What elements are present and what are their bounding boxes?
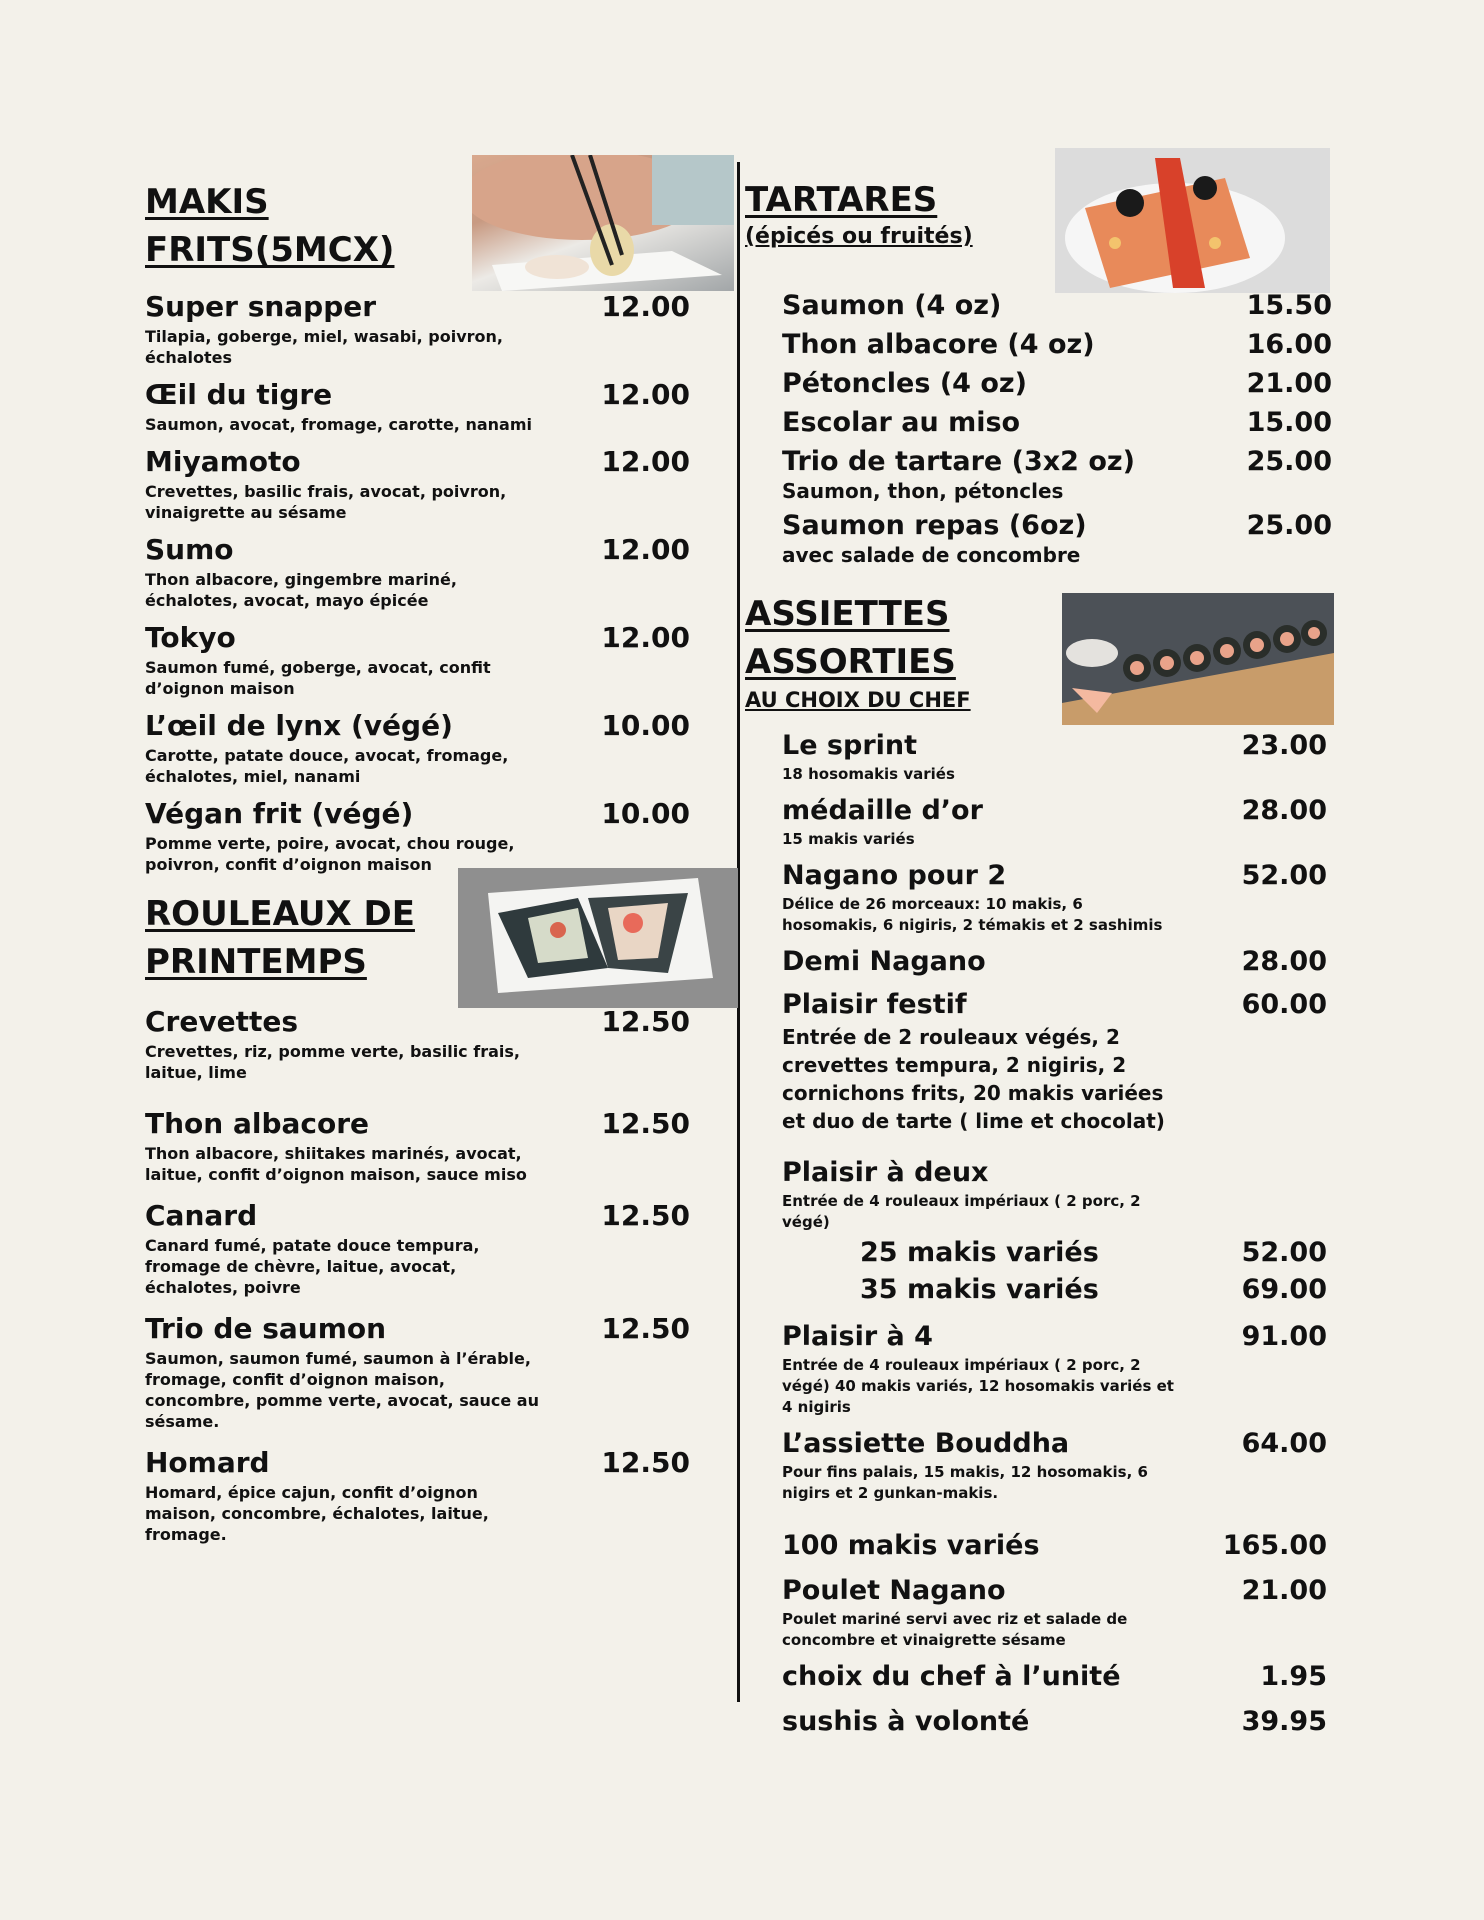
menu-item-name: Crevettes xyxy=(145,1005,299,1038)
menu-item-price: 23.00 xyxy=(1241,730,1327,761)
menu-item-description: Saumon, avocat, fromage, carotte, nanami xyxy=(145,415,532,434)
assiettes-menu-item xyxy=(782,1530,1327,1561)
menu-item-description: Délice de 26 morceaux: 10 makis, 6 hosomakis, 6 nigiris, 2 témakis et 2 sashimis xyxy=(782,895,1163,934)
menu-item-row xyxy=(145,290,690,323)
menu-item-row xyxy=(145,1005,690,1038)
rouleaux-menu-item xyxy=(145,1005,690,1083)
menu-item-row xyxy=(782,290,1332,321)
assiettes-menu-item xyxy=(782,1661,1327,1692)
menu-item-name: Plaisir à 4 xyxy=(782,1321,933,1352)
assiettes-menu-item xyxy=(782,1706,1327,1737)
menu-item-price: 28.00 xyxy=(1241,795,1327,826)
assiettes-menu-item xyxy=(782,1321,1327,1418)
menu-item-name: Homard xyxy=(145,1446,270,1479)
menu-item-price: 12.00 xyxy=(601,378,690,411)
menu-item-name: Miyamoto xyxy=(145,445,301,478)
spring-roll-photo xyxy=(458,868,738,1008)
tartare-photo xyxy=(1055,148,1330,293)
assiettes-menu-item xyxy=(782,860,1327,936)
menu-item-price: 91.00 xyxy=(1241,1321,1327,1352)
menu-item-row xyxy=(782,1274,1327,1305)
menu-item-price: 28.00 xyxy=(1241,946,1327,977)
menu-item-name: Sumo xyxy=(145,533,234,566)
menu-item-name: Canard xyxy=(145,1199,258,1232)
makis-menu-item xyxy=(145,378,690,435)
menu-item-row xyxy=(782,1706,1327,1737)
rouleaux-menu-item xyxy=(145,1312,690,1432)
menu-item-row xyxy=(145,709,690,742)
menu-item-name: Le sprint xyxy=(782,730,918,761)
menu-item-price: 52.00 xyxy=(1241,1237,1327,1268)
assiettes-menu-item xyxy=(782,1575,1327,1651)
menu-item-name: 25 makis variés xyxy=(860,1237,1099,1268)
menu-item-description: Saumon, thon, pétoncles xyxy=(782,479,1064,503)
makis-menu-item xyxy=(145,709,690,787)
assiettes-menu-item xyxy=(782,795,1327,850)
menu-item-price: 12.50 xyxy=(601,1446,690,1479)
menu-item-name: L’assiette Bouddha xyxy=(782,1428,1070,1459)
tartares-menu-item xyxy=(782,329,1332,360)
menu-item-row xyxy=(782,946,1327,977)
menu-item-row xyxy=(145,1199,690,1232)
menu-item-name: Végan frit (végé) xyxy=(145,797,414,830)
menu-item-price: 15.50 xyxy=(1246,290,1332,321)
menu-item-row xyxy=(782,1530,1327,1561)
tartares-menu-item xyxy=(782,407,1332,438)
menu-item-description: Entrée de 2 rouleaux végés, 2 crevettes tempura, 2 nigiris, 2 cornichons frits, 20 makis variées et duo de tarte ( lime et chocolat) xyxy=(782,1025,1165,1133)
menu-item-row xyxy=(145,1312,690,1345)
menu-item-row xyxy=(782,368,1332,399)
menu-item-row xyxy=(145,797,690,830)
tartares-section-title xyxy=(745,178,973,252)
tartares-title: TARTARES xyxy=(745,180,938,220)
menu-item-row xyxy=(782,1157,1327,1188)
makis-menu-item xyxy=(145,621,690,699)
menu-item-name: Pétoncles (4 oz) xyxy=(782,368,1027,399)
tartares-menu-item xyxy=(782,368,1332,399)
chopsticks-maki-photo xyxy=(472,155,734,291)
assiettes-menu-item xyxy=(782,1237,1327,1268)
assiettes-title-line1: ASSIETTES xyxy=(745,594,950,634)
menu-item-name: Œil du tigre xyxy=(145,378,333,411)
assiettes-subtitle: AU CHOIX DU CHEF xyxy=(745,688,971,712)
menu-item-name: Poulet Nagano xyxy=(782,1575,1006,1606)
menu-item-price: 12.50 xyxy=(601,1312,690,1345)
menu-item-name: sushis à volonté xyxy=(782,1706,1030,1737)
menu-item-description: Homard, épice cajun, confit d’oignon maison, concombre, échalotes, laitue, fromage. xyxy=(145,1483,489,1544)
menu-item-name: 35 makis variés xyxy=(860,1274,1099,1305)
menu-item-price: 21.00 xyxy=(1241,1575,1327,1606)
rouleaux-section-title xyxy=(145,890,415,986)
menu-item-description: Pour fins palais, 15 makis, 12 hosomakis, 6 nigirs et 2 gunkan-makis. xyxy=(782,1463,1148,1502)
assiettes-menu-item xyxy=(782,989,1327,1135)
menu-item-description: Crevettes, riz, pomme verte, basilic frais, laitue, lime xyxy=(145,1042,520,1082)
menu-item-row xyxy=(145,378,690,411)
menu-item-name: Saumon (4 oz) xyxy=(782,290,1002,321)
menu-item-price: 52.00 xyxy=(1241,860,1327,891)
assiettes-menu-item xyxy=(782,730,1327,785)
menu-item-price: 12.00 xyxy=(601,621,690,654)
menu-item-row xyxy=(145,621,690,654)
makis-title-line2: FRITS(5MCX) xyxy=(145,230,395,270)
menu-item-description: Saumon fumé, goberge, avocat, confit d’oignon maison xyxy=(145,658,491,698)
menu-item-name: Escolar au miso xyxy=(782,407,1021,438)
menu-item-row xyxy=(782,1428,1327,1459)
menu-item-row xyxy=(145,1446,690,1479)
menu-item-description: avec salade de concombre xyxy=(782,543,1081,567)
menu-item-description: 15 makis variés xyxy=(782,830,915,848)
makis-section-title xyxy=(145,178,394,274)
assiettes-list xyxy=(782,730,1327,1747)
makis-list xyxy=(145,290,690,885)
menu-item-price: 1.95 xyxy=(1260,1661,1327,1692)
tartares-menu-item xyxy=(782,290,1332,321)
tartares-list xyxy=(782,290,1332,574)
menu-item-price: 12.00 xyxy=(601,533,690,566)
menu-item-price: 16.00 xyxy=(1246,329,1332,360)
menu-item-price: 12.00 xyxy=(601,290,690,323)
menu-item-name: Saumon repas (6oz) xyxy=(782,510,1087,541)
menu-item-price: 12.50 xyxy=(601,1005,690,1038)
makis-menu-item xyxy=(145,533,690,611)
menu-item-name: Nagano pour 2 xyxy=(782,860,1007,891)
menu-item-price: 25.00 xyxy=(1246,510,1332,541)
menu-item-price: 64.00 xyxy=(1241,1428,1327,1459)
rouleaux-title-line1: ROULEAUX DE xyxy=(145,894,415,934)
menu-item-row xyxy=(145,445,690,478)
menu-item-price: 10.00 xyxy=(601,797,690,830)
menu-item-row xyxy=(782,1661,1327,1692)
makis-menu-item xyxy=(145,290,690,368)
menu-item-name: médaille d’or xyxy=(782,795,983,826)
assiettes-menu-item xyxy=(782,1157,1327,1233)
menu-item-name: Thon albacore xyxy=(145,1107,370,1140)
makis-menu-item xyxy=(145,445,690,523)
tartares-menu-item xyxy=(782,446,1332,502)
menu-item-row xyxy=(782,1237,1327,1268)
menu-item-row xyxy=(782,1321,1327,1352)
menu-item-description: Thon albacore, gingembre mariné, échalotes, avocat, mayo épicée xyxy=(145,570,457,610)
menu-item-price: 39.95 xyxy=(1241,1706,1327,1737)
rouleaux-menu-item xyxy=(145,1199,690,1298)
menu-item-price: 12.50 xyxy=(601,1199,690,1232)
menu-item-description: Pomme verte, poire, avocat, chou rouge, poivron, confit d’oignon maison xyxy=(145,834,515,874)
menu-item-name: L’œil de lynx (végé) xyxy=(145,709,453,742)
menu-item-price: 12.00 xyxy=(601,445,690,478)
menu-item-name: Thon albacore (4 oz) xyxy=(782,329,1095,360)
menu-item-description: Tilapia, goberge, miel, wasabi, poivron, échalotes xyxy=(145,327,503,367)
menu-item-row xyxy=(782,329,1332,360)
menu-item-price: 12.50 xyxy=(601,1107,690,1140)
menu-item-row xyxy=(782,989,1327,1020)
menu-item-price: 10.00 xyxy=(601,709,690,742)
menu-item-row xyxy=(782,1575,1327,1606)
menu-item-row xyxy=(782,730,1327,761)
assiettes-menu-item xyxy=(782,1274,1327,1305)
menu-item-description: Poulet mariné servi avec riz et salade de concombre et vinaigrette sésame xyxy=(782,1610,1128,1649)
menu-item-description: Crevettes, basilic frais, avocat, poivron, vinaigrette au sésame xyxy=(145,482,507,522)
rouleaux-list xyxy=(145,1005,690,1559)
assiettes-menu-item xyxy=(782,946,1327,977)
menu-item-price: 60.00 xyxy=(1241,989,1327,1020)
makis-menu-item xyxy=(145,797,690,875)
menu-item-price: 69.00 xyxy=(1241,1274,1327,1305)
menu-item-row xyxy=(782,446,1332,477)
rouleaux-menu-item xyxy=(145,1107,690,1185)
menu-item-name: 100 makis variés xyxy=(782,1530,1040,1561)
menu-item-row xyxy=(782,407,1332,438)
menu-item-name: Trio de tartare (3x2 oz) xyxy=(782,446,1135,477)
menu-item-row xyxy=(145,1107,690,1140)
menu-item-description: Thon albacore, shiitakes marinés, avocat, laitue, confit d’oignon maison, sauce miso xyxy=(145,1144,527,1184)
menu-item-name: Tokyo xyxy=(145,621,236,654)
assiettes-section-title xyxy=(745,590,971,714)
menu-item-price: 165.00 xyxy=(1222,1530,1327,1561)
rouleaux-menu-item xyxy=(145,1446,690,1545)
menu-item-row xyxy=(145,533,690,566)
menu-item-name: choix du chef à l’unité xyxy=(782,1661,1121,1692)
menu-item-name: Super snapper xyxy=(145,290,377,323)
sushi-platter-photo xyxy=(1062,593,1334,725)
menu-item-name: Plaisir festif xyxy=(782,989,967,1020)
rouleaux-title-line2: PRINTEMPS xyxy=(145,942,367,982)
menu-item-name: Plaisir à deux xyxy=(782,1157,989,1188)
menu-item-description: Entrée de 4 rouleaux impériaux ( 2 porc, 2 végé) 40 makis variés, 12 hosomakis variés et 4 nigiris xyxy=(782,1356,1174,1416)
menu-item-description: Carotte, patate douce, avocat, fromage, échalotes, miel, nanami xyxy=(145,746,509,786)
menu-item-description: Entrée de 4 rouleaux impériaux ( 2 porc, 2 végé) xyxy=(782,1192,1141,1231)
tartares-menu-item xyxy=(782,510,1332,566)
assiettes-title-line2: ASSORTIES xyxy=(745,642,956,682)
menu-item-name: Trio de saumon xyxy=(145,1312,387,1345)
menu-item-description: Saumon, saumon fumé, saumon à l’érable, fromage, confit d’oignon maison, concombre, pomme verte, avocat, sauce au sésame. xyxy=(145,1349,539,1431)
menu-item-row xyxy=(782,860,1327,891)
menu-item-price: 25.00 xyxy=(1246,446,1332,477)
makis-title-line1: MAKIS xyxy=(145,182,269,222)
menu-item-row xyxy=(782,795,1327,826)
menu-item-row xyxy=(782,510,1332,541)
menu-item-price: 21.00 xyxy=(1246,368,1332,399)
menu-item-description: Canard fumé, patate douce tempura, fromage de chèvre, laitue, avocat, échalotes, poivre xyxy=(145,1236,480,1297)
assiettes-menu-item xyxy=(782,1428,1327,1504)
tartares-subtitle: (épicés ou fruités) xyxy=(745,224,973,249)
menu-item-name: Demi Nagano xyxy=(782,946,986,977)
menu-item-price: 15.00 xyxy=(1246,407,1332,438)
menu-item-description: 18 hosomakis variés xyxy=(782,765,955,783)
